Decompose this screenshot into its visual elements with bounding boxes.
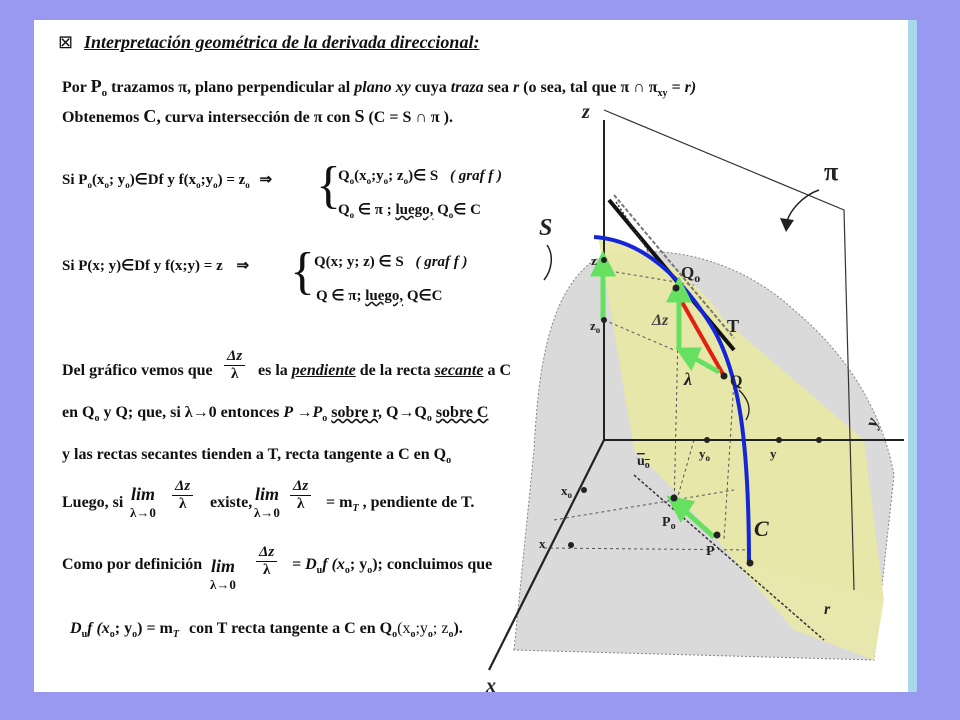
label-s: S [539, 215, 553, 241]
fraction-dz-lambda-3: $\frac{\Delta z}{\lambda}$ [290, 478, 311, 513]
block-1-brace: { [316, 157, 341, 214]
label-uo: $u_o$ [637, 454, 650, 471]
page-title: Interpretación geométrica de la derivada direccional: [84, 32, 480, 52]
right-edge-strip [908, 20, 917, 692]
paragraph-2-line-4a: Luego, si [62, 494, 124, 511]
fraction-dz-lambda-4: $\frac{\Delta z}{\lambda}$ [256, 544, 277, 579]
label-zo: $z_o$ [590, 318, 601, 335]
label-q: Q [730, 373, 743, 390]
block-1-result-1: $Q_o(x_o;y_o$; $z_o)\in$ S ( graf f ) [338, 168, 503, 186]
label-t: T [727, 316, 740, 336]
paragraph-1-line-1: Por $P_o$ trazamos π, plano perpendicular al plano xy cuya traza sea r (o sea, tal que π ∩ $\pi_{xy} = r$) [62, 76, 697, 100]
paragraph-1-line-2: Obtenemos C, curva intersección de π con S (C = S ∩ π ). [62, 106, 453, 126]
paragraph-2-line-3: y las rectas secantes tienden a T, recta tangente a C en $Q_o$ [62, 446, 452, 467]
checkbox-glyph: ⊠ [58, 32, 74, 52]
block-2-result-2: Q ∈ π; luego, Q∈C [316, 288, 443, 304]
label-r: r [824, 601, 831, 618]
label-x-point: x [539, 536, 546, 551]
fraction-dz-lambda-1: $\frac{\Delta z}{\lambda}$ [224, 348, 245, 383]
label-lambda: λ [684, 369, 692, 389]
label-po: $P_o$ [662, 515, 676, 532]
label-z-axis: z [582, 101, 590, 123]
limit-3: lim λ→0 [210, 556, 236, 592]
paragraph-2-line-1: Del gráfico vemos que [62, 362, 213, 379]
paragraph-2-line-4c: = $m_T$ , pendiente de T. [326, 494, 475, 515]
paragraph-2-line-5a: Como por definición [62, 556, 203, 573]
paragraph-2-line-1b: es la pendiente de la recta secante a C [258, 362, 512, 379]
block-2-condition: Si P(x; y)∈Df y f(x;y) = z ⇒ [62, 258, 250, 274]
label-qo: $Q_o$ [681, 263, 701, 285]
block-2-brace: { [290, 243, 315, 300]
paragraph-2-line-6: $D_uf$ ($x_o$; $y_o) = m_T$ con T recta tangente a C en $Q_o(x_o;y_o$; $z_o$). [70, 620, 463, 641]
label-p: P [706, 544, 715, 559]
fraction-dz-lambda-2: $\frac{\Delta z}{\lambda}$ [172, 478, 193, 513]
limit-2: lim λ→0 [254, 484, 280, 520]
label-yo: $y_o$ [699, 446, 710, 463]
paragraph-2-line-5b: = $D_uf$ ($x_o$; $y_o$); concluimos que [292, 556, 493, 577]
document-sheet [34, 20, 916, 692]
label-z-point: z [591, 253, 597, 268]
label-xo: $x_o$ [561, 483, 572, 500]
label-y-axis: y [860, 415, 883, 430]
block-1-condition: Si $P_o(x_o$; $y_o)\in Df$ y $f(x_o;y_o) = z_o$ ⇒ [62, 172, 273, 190]
label-dz: Δz [652, 312, 669, 329]
label-c: C [754, 516, 769, 541]
paragraph-2-line-4b: existe, [210, 494, 253, 511]
paragraph-2-line-2: en $Q_o$ y Q; que, si λ→0 entonces $P \to P_o$ sobre r, $Q\to Q_o$ sobre C [62, 404, 489, 425]
label-y-point: y [770, 446, 777, 461]
label-x-axis: x [486, 675, 496, 692]
limit-1: lim λ→0 [130, 484, 156, 520]
s-pointer-arrow [544, 245, 551, 280]
block-1-result-2: $Q_o$ ∈ π ; luego, $Q_o\in$ C [338, 202, 481, 220]
label-pi: π [824, 157, 839, 186]
block-2-result-1: Q(x; y; z) ∈ S ( graf f ) [314, 254, 468, 270]
